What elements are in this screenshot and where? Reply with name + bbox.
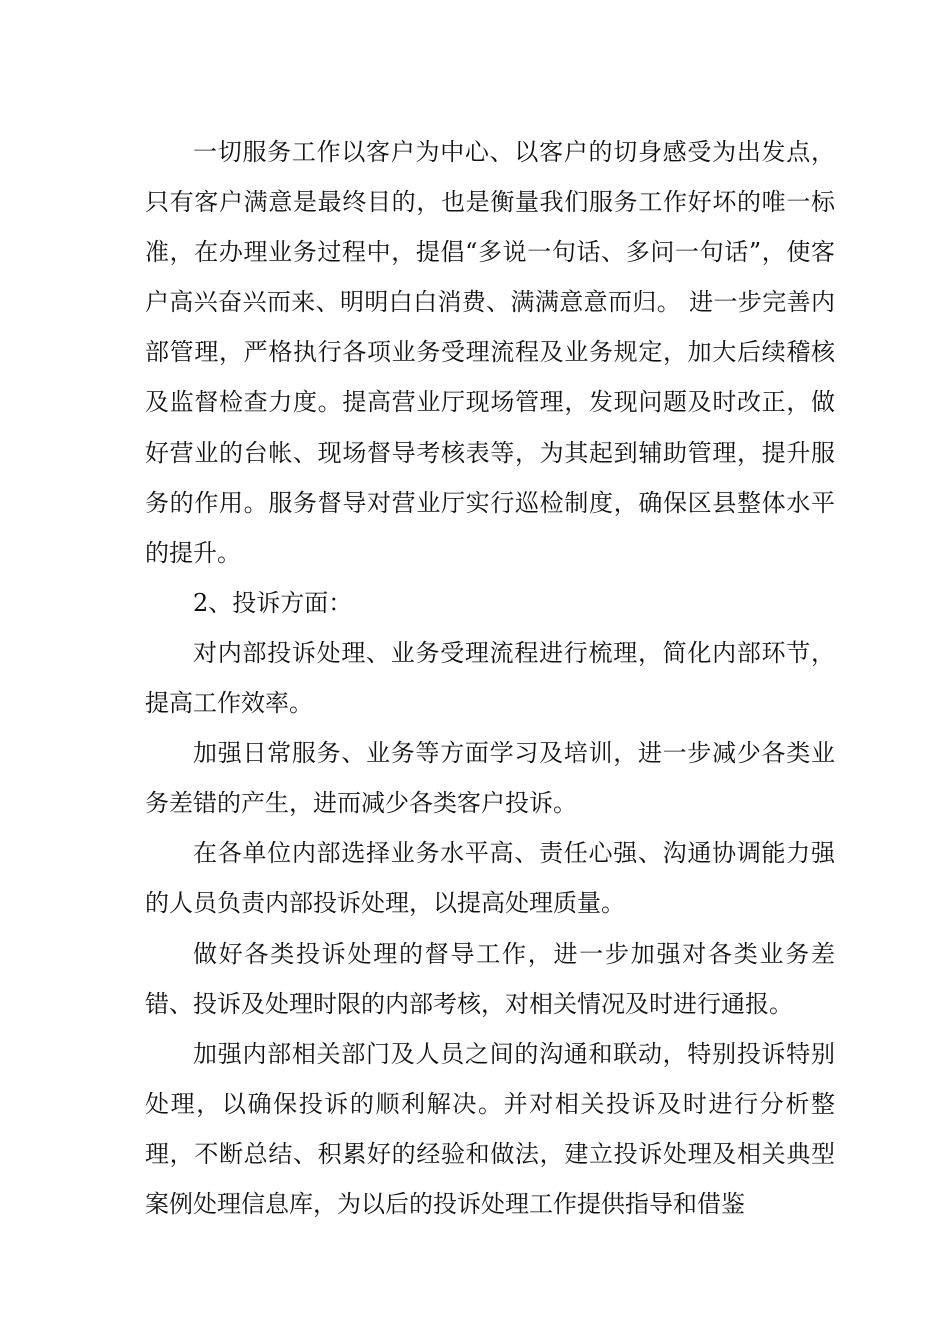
paragraph-service-principles: 一切服务工作以客户为中心、以客户的切身感受为出发点，只有客户满意是最终目的，也是衡量我们服务工作好坏的唯一标准，在办理业务过程中，提倡“多说一句话、多问一句话”，使客户高兴奋兴而来、明明白白消费、满满意意而归。 进一步完善内部管理，严格执行各项业务受理流程及业务规定，加大后续稽核及监督检查力度。提高营业厅现场管理，发现问题及时改正，做好营业的台帐、现场督导考核表等，为其起到辅助管理，提升服务的作用。服务督导对营业厅实行巡检制度，确保区县整体水平的提升。 bbox=[145, 138, 835, 567]
paragraph-coordination: 加强内部相关部门及人员之间的沟通和联动，特别投诉特别处理，以确保投诉的顺利解决。并对相关投诉及时进行分析整理，不断总结、积累好的经验和做法，建立投诉处理及相关典型案例处理信息库，为以后的投诉处理工作提供指导和借鉴 bbox=[145, 1039, 835, 1218]
paragraph-training: 加强日常服务、业务等方面学习及培训，进一步减少各类业务差错的产生，进而减少各类客户投诉。 bbox=[145, 739, 835, 818]
paragraph-process-review: 对内部投诉处理、业务受理流程进行梳理，简化内部环节，提高工作效率。 bbox=[145, 638, 835, 718]
document-body bbox=[145, 127, 835, 1229]
paragraph-supervision: 做好各类投诉处理的督导工作，进一步加强对各类业务差错、投诉及处理时限的内部考核，对相关情况及时进行通报。 bbox=[145, 939, 835, 1018]
section-heading-complaints: 2、投诉方面： bbox=[193, 588, 353, 617]
paragraph-staff-selection: 在各单位内部选择业务水平高、责任心强、沟通协调能力强的人员负责内部投诉处理，以提高处理质量。 bbox=[145, 839, 835, 918]
